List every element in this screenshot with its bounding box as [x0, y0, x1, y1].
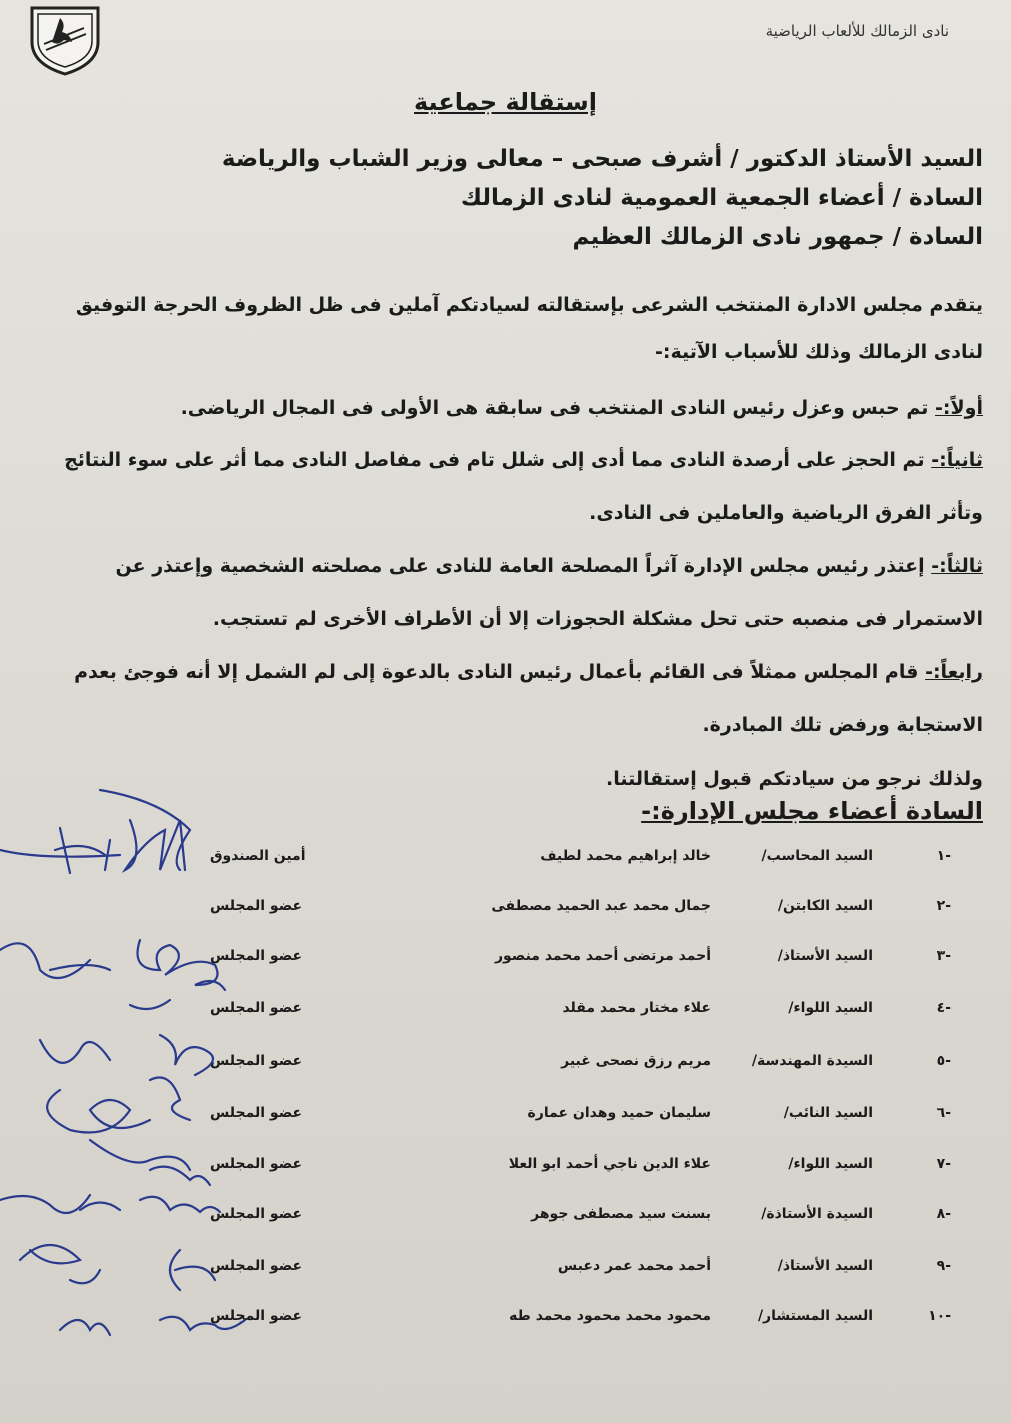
member-name: بسنت سيد مصطفى جوهر — [531, 1206, 711, 1222]
member-number: -٤ — [936, 1000, 951, 1016]
closing-sentence: ولذلك نرجو من سيادتكم قبول إستقالتنا. — [605, 768, 983, 790]
member-title: السيد المحاسب/ — [761, 848, 873, 864]
member-title: السيد النائب/ — [783, 1105, 873, 1121]
addressee-minister: السيد الأستاذ الدكتور / أشرف صبحى – معالى وزير الشباب والرياضة — [221, 146, 983, 172]
addressees-block — [23, 140, 983, 257]
member-role: عضو المجلس — [210, 1053, 303, 1069]
member-role: عضو المجلس — [210, 1105, 303, 1121]
member-role: عضو المجلس — [210, 1156, 303, 1172]
member-number: -٧ — [936, 1156, 951, 1172]
reason-text: قام المجلس ممثلاً فى القائم بأعمال رئيس النادى بالدعوة إلى لم الشمل إلا أنه فوجئ بعدم الاستجابة ورفض تلك المبادرة. — [74, 661, 983, 736]
member-role: عضو المجلس — [210, 1308, 303, 1324]
reason-third — [28, 540, 983, 646]
member-name: أحمد محمد عمر دعبس — [557, 1258, 711, 1274]
member-name: سليمان حميد وهدان عمارة — [527, 1105, 711, 1121]
member-row — [0, 1308, 1011, 1338]
member-role: عضو المجلس — [210, 1000, 303, 1016]
member-row — [0, 1000, 1011, 1030]
member-name: علاء مختار محمد مقلد — [562, 1000, 711, 1016]
member-row — [0, 1053, 1011, 1083]
member-name: جمال محمد عبد الحميد مصطفى — [491, 898, 711, 914]
reason-label: ثالثاً:- — [931, 555, 983, 577]
reason-text: تم حبس وعزل رئيس النادى المنتخب فى سابقة هى الأولى فى المجال الرياضى. — [180, 397, 929, 419]
member-number: -١ — [936, 848, 951, 864]
member-row — [0, 1156, 1011, 1186]
member-number: -٥ — [936, 1053, 951, 1069]
member-title: السيد اللواء/ — [788, 1000, 873, 1016]
member-role: عضو المجلس — [210, 898, 303, 914]
member-title: السيدة المهندسة/ — [751, 1053, 873, 1069]
member-number: -١٠ — [928, 1308, 951, 1324]
member-name: محمود محمد محمود محمد طه — [509, 1308, 711, 1324]
member-row — [0, 1258, 1011, 1288]
intro-paragraph: يتقدم مجلس الادارة المنتخب الشرعى بإستقالته لسيادتكم آملين فى ظل الظروف الحرجة التوفيق لنادى الزمالك وذلك للأسباب الآتية:- — [75, 294, 983, 363]
member-number: -٢ — [936, 898, 951, 914]
member-title: السيد الكابتن/ — [777, 898, 873, 914]
member-title: السيد الأستاذ/ — [777, 948, 873, 964]
member-row — [0, 898, 1011, 928]
member-name: علاء الدين ناجي أحمد ابو العلا — [508, 1156, 711, 1172]
member-row — [0, 848, 1011, 878]
member-title: السيد الأستاذ/ — [777, 1258, 873, 1274]
reason-second — [28, 434, 983, 540]
reason-first — [28, 382, 983, 435]
reason-label: ثانياً:- — [931, 449, 983, 471]
club-letterhead: نادى الزمالك للألعاب الرياضية — [765, 22, 949, 40]
member-role: عضو المجلس — [210, 948, 303, 964]
reason-fourth — [28, 646, 983, 752]
member-row — [0, 1206, 1011, 1236]
member-row — [0, 948, 1011, 978]
reason-text: تم الحجز على أرصدة النادى مما أدى إلى شلل تام فى مفاصل النادى مما أثر على سوء النتائج وتأثر الفرق الرياضية والعاملين فى النادى. — [64, 449, 983, 524]
member-title: السيدة الأستاذة/ — [761, 1206, 873, 1222]
reason-text: إعتذر رئيس مجلس الإدارة آثراً المصلحة العامة للنادى على مصلحته الشخصية وإعتذر عن الاستمرار فى منصبه حتى تحل مشكلة الحجوزات إلا أن الأطراف الأخرى لم تستجب. — [115, 555, 983, 630]
reason-label: رابعاً:- — [925, 661, 983, 683]
reason-label: أولاً:- — [935, 397, 983, 419]
document-title: إستقالة جماعية — [414, 88, 597, 116]
member-name: مريم رزق نصحى غبير — [561, 1053, 711, 1069]
member-name: خالد إبراهيم محمد لطيف — [540, 848, 711, 864]
member-role: عضو المجلس — [210, 1206, 303, 1222]
member-row — [0, 1105, 1011, 1135]
member-role: أمين الصندوق — [210, 848, 306, 864]
member-role: عضو المجلس — [210, 1258, 303, 1274]
member-name: أحمد مرتضى أحمد محمد منصور — [494, 948, 711, 964]
member-number: -٩ — [936, 1258, 951, 1274]
addressee-fans: السادة / جمهور نادى الزمالك العظيم — [572, 224, 983, 250]
member-title: السيد المستشار/ — [757, 1308, 873, 1324]
board-members-heading: السادة أعضاء مجلس الإدارة:- — [641, 797, 983, 825]
member-number: -٨ — [936, 1206, 951, 1222]
addressee-general-assembly: السادة / أعضاء الجمعية العمومية لنادى الزمالك — [460, 185, 983, 211]
club-logo-icon — [26, 4, 104, 76]
member-number: -٦ — [936, 1105, 951, 1121]
member-number: -٣ — [936, 948, 951, 964]
member-title: السيد اللواء/ — [788, 1156, 873, 1172]
